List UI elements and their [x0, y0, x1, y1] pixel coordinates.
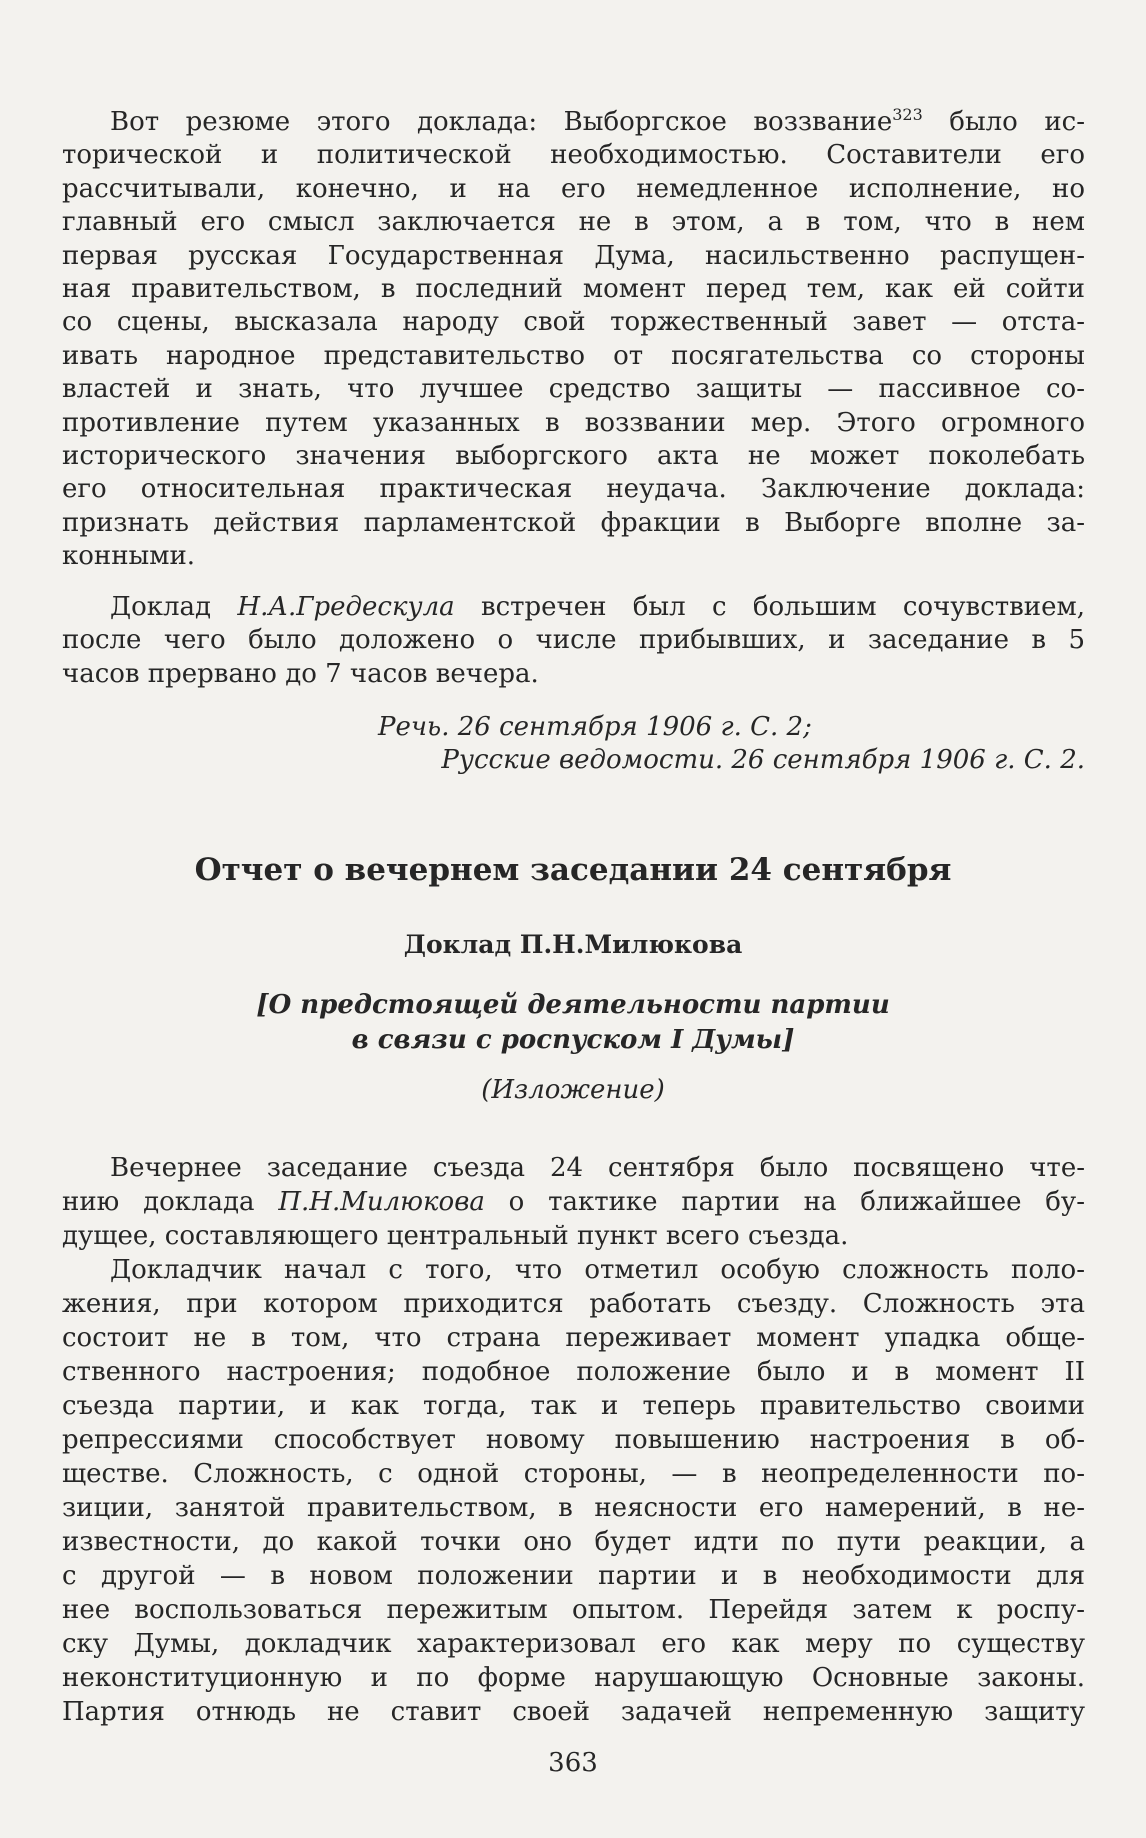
text-segment: первая русская Государственная Дума, насильственно распущен- — [62, 240, 1085, 271]
text-line — [62, 1559, 1085, 1593]
text-line — [62, 440, 1085, 473]
text-segment: с другой — в новом положении партии и в необходимости для — [62, 1561, 1085, 1591]
footnote-reference: 323 — [892, 105, 923, 124]
text-line — [62, 1423, 1085, 1457]
text-line — [62, 591, 1085, 624]
text-segment: о тактике партии на ближайшее бу- — [484, 1187, 1086, 1217]
text-segment: ственного настроения; подобное положение было и в момент II — [62, 1357, 1085, 1387]
text-line — [62, 373, 1085, 406]
text-segment: рассчитывали, конечно, и на его немедленное исполнение, но — [62, 173, 1085, 204]
text-segment: противление путем указанных в воззвании мер. Этого огромного — [62, 407, 1085, 438]
text-segment: властей и знать, что лучшее средство защиты — пассивное со- — [62, 374, 1085, 405]
text-segment: ивать народное представительство от посягательства со стороны — [62, 340, 1085, 371]
text-segment: после чего было доложено о числе прибывших, и заседание в 5 — [62, 625, 1085, 656]
paragraph-gredeskul-report — [62, 591, 1085, 691]
text-segment: его относительная практическая неудача. Заключение доклада: — [62, 474, 1085, 505]
paragraph-vyborg-summary — [62, 106, 1085, 573]
text-segment: Вечернее заседание съезда 24 сентября было посвящено чте- — [110, 1153, 1085, 1183]
text-line — [62, 240, 1085, 273]
text-segment: съезда партии, и как тогда, так и теперь правительство своими — [62, 1391, 1085, 1421]
text-segment: главный его смысл заключается не в этом, а в том, что в нем — [62, 207, 1085, 238]
text-segment: конными. — [62, 541, 196, 572]
text-line — [62, 1695, 1085, 1729]
page-number: 363 — [548, 1748, 598, 1778]
text-line — [62, 624, 1085, 657]
text-line — [62, 1491, 1085, 1525]
text-line — [62, 658, 1085, 691]
text-segment: признать действия парламентской фракции в Выборге вполне за- — [62, 507, 1085, 538]
person-name: П.Н.Милюкова — [278, 1187, 485, 1217]
text-line — [62, 106, 1085, 139]
text-segment: состоит не в том, что страна переживает момент упадка обще- — [62, 1323, 1085, 1353]
text-line — [62, 139, 1085, 172]
text-segment: со сцены, высказала народу свой торжественный завет — отста- — [62, 307, 1085, 338]
text-line — [62, 1627, 1085, 1661]
report-topic-line-1: [О предстоящей деятельности партии — [256, 990, 890, 1020]
text-line — [62, 1593, 1085, 1627]
text-segment: неконституционную и по форме нарушающую Основные законы. — [62, 1663, 1085, 1693]
text-line — [62, 407, 1085, 440]
summary-note: (Изложение) — [481, 1075, 665, 1105]
text-segment: ску Думы, докладчик характеризовал его как меру по существу — [62, 1629, 1085, 1659]
text-line — [62, 173, 1085, 206]
text-segment: часов прервано до 7 часов вечера. — [62, 658, 539, 689]
paragraph-evening-session — [62, 1151, 1085, 1253]
text-line — [62, 1661, 1085, 1695]
text-line — [62, 1253, 1085, 1287]
text-segment: Вот резюме этого доклада: Выборгское воззвание — [110, 107, 893, 137]
text-line — [62, 540, 1085, 573]
text-line — [62, 1525, 1085, 1559]
paragraph-speaker-remarks — [62, 1253, 1085, 1729]
text-segment: репрессиями способствует новому повышению настроения в об- — [62, 1425, 1085, 1455]
text-segment: жения, при котором приходится работать съезду. Сложность эта — [62, 1289, 1085, 1319]
text-segment: Доклад — [110, 592, 238, 622]
text-segment: исторического значения выборгского акта не может поколебать — [62, 440, 1085, 471]
text-segment: было ис- — [922, 107, 1085, 137]
text-line — [62, 1219, 1085, 1253]
text-line — [62, 1355, 1085, 1389]
text-segment: Докладчик начал с того, что отметил особую сложность поло- — [110, 1255, 1085, 1285]
text-line — [62, 1287, 1085, 1321]
text-line — [62, 1457, 1085, 1491]
text-line — [62, 340, 1085, 373]
text-segment: нию доклада — [62, 1187, 279, 1217]
report-subheading: Доклад П.Н.Милюкова — [403, 930, 743, 959]
text-line — [62, 1151, 1085, 1185]
text-segment: встречен был с большим сочувствием, — [454, 592, 1085, 622]
text-line — [62, 273, 1085, 306]
text-segment: Партия отнюдь не ставит своей задачей непременную защиту — [62, 1697, 1085, 1727]
text-segment: ществе. Сложность, с одной стороны, — в неопределенности по- — [62, 1459, 1085, 1489]
text-line — [62, 1321, 1085, 1355]
text-segment: торической и политической необходимостью. Составители его — [62, 140, 1085, 171]
citation-rech: Речь. 26 сентября 1906 г. С. 2; — [378, 712, 812, 742]
text-segment: ная правительством, в последний момент перед тем, как ей сойти — [62, 273, 1085, 304]
text-line — [62, 473, 1085, 506]
text-line — [62, 1389, 1085, 1423]
text-line — [62, 1185, 1085, 1219]
text-segment: дущее, составляющего центральный пункт всего съезда. — [62, 1221, 849, 1251]
report-topic-line-2: в связи с роспуском I Думы] — [351, 1025, 795, 1055]
text-segment: зиции, занятой правительством, в неясности его намерений, в не- — [62, 1493, 1085, 1523]
text-line — [62, 206, 1085, 239]
text-line — [62, 507, 1085, 540]
person-name: Н.А.Гредескула — [237, 592, 455, 622]
text-line — [62, 306, 1085, 339]
citation-russkie-vedomosti: Русские ведомости. 26 сентября 1906 г. С. 2. — [441, 745, 1085, 775]
text-segment: нее воспользоваться пережитым опытом. Перейдя затем к роспу- — [62, 1595, 1085, 1625]
section-heading: Отчет о вечернем заседании 24 сентября — [194, 852, 952, 888]
text-segment: известности, до какой точки оно будет идти по пути реакции, а — [62, 1527, 1085, 1557]
